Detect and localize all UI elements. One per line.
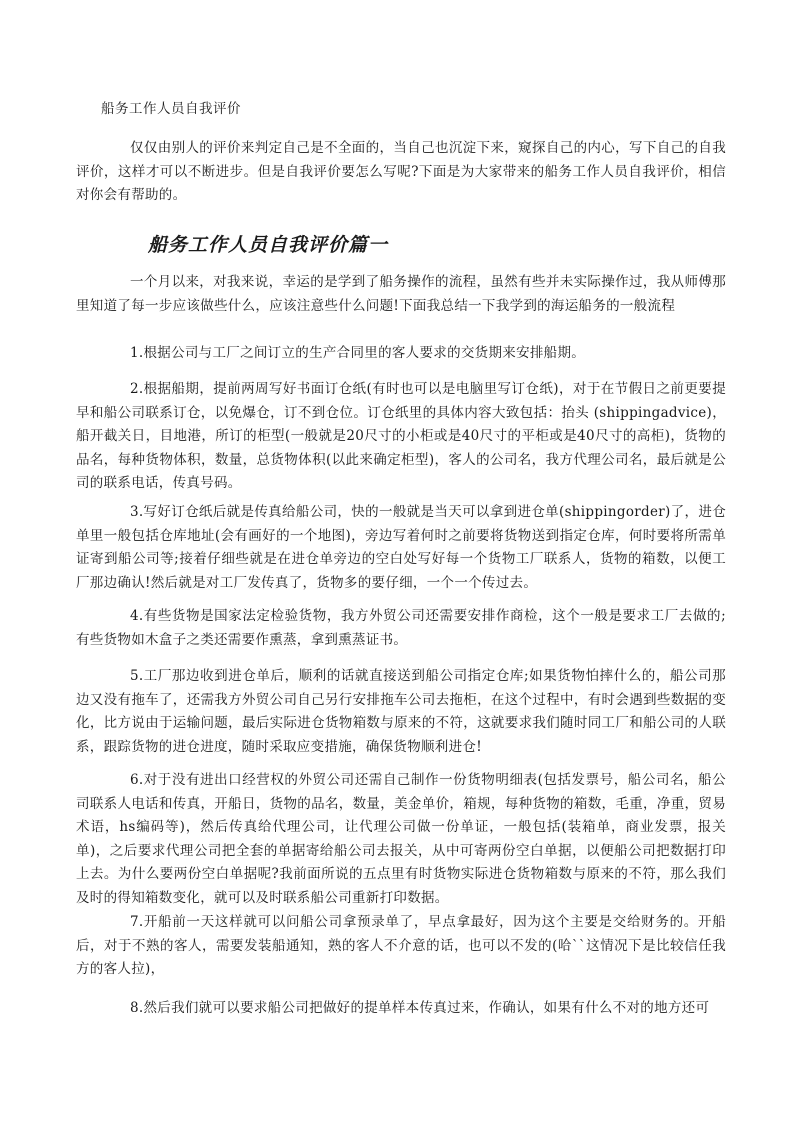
- intro-paragraph: 仅仅由别人的评价来判定自己是不全面的，当自己也沉淀下来，窥探自己的内心，写下自己的自我评价，这样才可以不断进步。但是自我评价要怎么写呢?下面是为大家带来的船务工作人员自我评价，相信对你会有帮助的。: [76, 140, 726, 203]
- body-paragraph-step-1: 1.根据公司与工厂之间订立的生产合同里的客人要求的交货期来安排船期。: [130, 345, 586, 361]
- body-paragraph-step-5: 5.工厂那边收到进仓单后，顺利的话就直接送到船公司指定仓库;如果货物怕摔什么的，船公司那边又没有拖车了，还需我方外贸公司自己另行安排拖车公司去拖柜，在这个过程中，有时会遇到些数据的变化，比方说由于运输问题，最后实际进仓货物箱数与原来的不符，这就要求我们随时同工厂和船公司的人联系，跟踪货物的进仓进度，随时采取应变措施，确保货物顺利进仓!: [76, 668, 726, 755]
- body-paragraph-step-7: 7.开船前一天这样就可以问船公司拿预录单了，早点拿最好，因为这个主要是交给财务的。开船后，对于不熟的客人，需要发装船通知，熟的客人不介意的话，也可以不发的(哈``这情况下是比较信任我方的客人拉)，: [76, 914, 726, 977]
- body-paragraph-intro: 一个月以来，对我来说，幸运的是学到了船务操作的流程，虽然有些并未实际操作过，我从师傅那里知道了每一步应该做些什么，应该注意些什么问题!下面我总结一下我学到的海运船务的一般流程: [76, 274, 726, 314]
- body-paragraph-step-4: 4.有些货物是国家法定检验货物，我方外贸公司还需要安排作商检，这个一般是要求工厂去做的;有些货物如木盒子之类还需要作熏蒸，拿到熏蒸证书。: [76, 608, 726, 648]
- body-paragraph-step-3: 3.写好订仓纸后就是传真给船公司，快的一般就是当天可以拿到进仓单(shippingorder)了，进仓单里一般包括仓库地址(会有画好的一个地图)，旁边写着何时之前要将货物送到指定仓库，何时要将所需单证寄到船公司等;接着仔细些就是在进仓单旁边的空白处写好每一个货物工厂联系人，货物的箱数，以便工厂那边确认!然后就是对工厂发传真了，货物多的要仔细，一个一个传过去。: [76, 504, 726, 591]
- body-paragraph-step-6: 6.对于没有进出口经营权的外贸公司还需自己制作一份货物明细表(包括发票号，船公司名，船公司联系人电话和传真，开船日，货物的品名，数量，美金单价，箱规，每种货物的箱数，毛重，净重，贸易术语，hs编码等)，然后传真给代理公司，让代理公司做一份单证，一般包括(装箱单，商业发票，报关单)，之后要求代理公司把全套的单据寄给船公司去报关，从中可寄两份空白单据，以便船公司把数据打印上去。为什么要两份空白单据呢?我前面所说的五点里有时货物实际进仓货物箱数与原来的不符，那么我们及时的得知箱数变化，就可以及时联系船公司重新打印数据。: [76, 772, 726, 906]
- section-heading: 船务工作人员自我评价篇一: [148, 234, 389, 256]
- body-paragraph-step-8: 8.然后我们就可以要求船公司把做好的提单样本传真过来，作确认，如果有什么不对的地方还可: [130, 1000, 710, 1016]
- document-title: 船务工作人员自我评价: [101, 101, 241, 117]
- body-paragraph-step-2: 2.根据船期，提前两周写好书面订仓纸(有时也可以是电脑里写订仓纸)，对于在节假日之前更要提早和船公司联系订仓，以免爆仓，订不到仓位。订仓纸里的具体内容大致包括：抬头 (shippingadvice)，船开截关日，目地港，所订的柜型(一般就是20尺寸的小柜或是40尺寸的平柜或是40尺寸的高柜)，货物的品名，每种货物体积，数量，总货物体积(以此来确定柜型)，客人的公司名，我方代理公司名，最后就是公司的联系电话，传真号码。: [76, 381, 726, 491]
